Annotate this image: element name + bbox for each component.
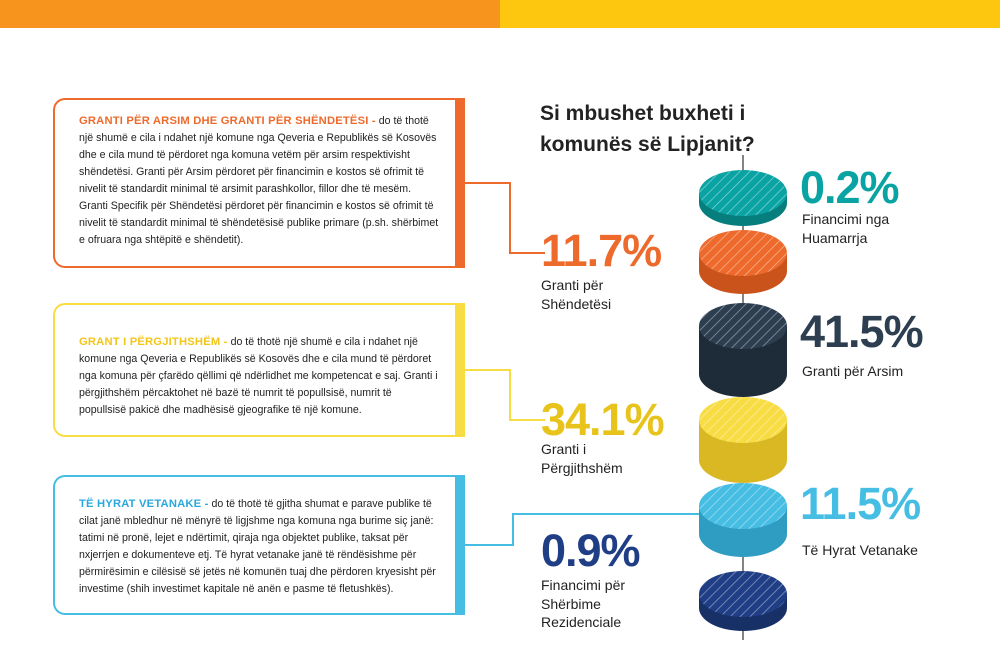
label-general: Granti i Përgjithshëm (541, 441, 623, 476)
disk-health (699, 230, 787, 294)
value-health: 11.7% (541, 225, 662, 276)
value-general: 34.1% (541, 394, 664, 445)
info-box-body: do të thotë të gjitha shumat e parave publike të cilat janë mbledhur në mënyrë të ligjshme nga komuna nga burime siç janë: tatimi në pronë, lejet e ndërtimit, qiraja nga objektet publike, taksat për nxjerrjen e dokumenteve etj. Të hyrat vetanake janë të rëndësishme për përmirësimin e cilësisë së jetës në komunën tuaj dhe përdoren kryesisht për investime (shih investimet kapitale në anën e pasme të fletushkës). (79, 498, 436, 595)
label-health: Granti për Shëndetësi (541, 277, 612, 312)
disk-education (699, 303, 787, 397)
info-box-title: TË HYRAT VETANAKE - (79, 498, 209, 510)
label-borrowing: Financimi nga Huamarrja (802, 211, 890, 246)
disk-general (699, 397, 787, 483)
info-box-body: do të thotë një shumë e cila i ndahet një komune nga Qeveria e Republikës së Kosovës dhe e cila mund të përdoret nga komuna vetëm për arsim respektivisht shëndetësi. Granti për Arsim përdoret për financimin e kostos së ofrimit të nivelit të standardit minimal të arsimit parashkollor, fillor dhe të mesëm. Granti Specifik për Shëndetësi përdoret për financimin e kostos së ofrimit të nivelit të standardit minimal të shëndetësisë publike primare (p.sh. shërbimet e ofruara nga shtëpitë e shëndetit). (79, 115, 439, 246)
disk-own-revenue (699, 483, 787, 557)
connector-health (465, 183, 545, 253)
value-own-revenue: 11.5% (800, 478, 921, 529)
value-residential: 0.9% (541, 525, 640, 576)
info-box-general-grant (53, 303, 465, 437)
label-education: Granti për Arsim (802, 363, 904, 379)
label-residential: Financimi për Shërbime Rezidenciale (541, 577, 626, 630)
value-education: 41.5% (800, 306, 923, 357)
info-box-title: GRANT I PËRGJITHSHËM - (79, 336, 228, 348)
disk-residential (699, 571, 787, 631)
label-own-revenue: Të Hyrat Vetanake (802, 542, 918, 558)
info-box-education-health (53, 98, 465, 268)
connector-general (465, 370, 545, 420)
disk-borrowing (699, 170, 787, 226)
chart-heading: Si mbushet buxheti i komunës së Lipjanit? (540, 102, 755, 156)
info-box-body: do të thotë një shumë e cila i ndahet një komune nga Qeveria e Republikës së Kosovës dhe e cila mund të përdoret nga komuna për çfarëdo qëllimi që ndërlidhet me kompetencat e saj. Granti i përgjithshëm përcaktohet në bazë të numrit të popullsisë, numrit të popullsisë pakicë dhe madhësisë gjeografike të një komune. (79, 336, 438, 416)
value-borrowing: 0.2% (800, 162, 899, 213)
info-box-own-revenue (53, 475, 465, 615)
info-box-title: GRANTI PËR ARSIM DHE GRANTI PËR SHËNDETËSI - (79, 115, 376, 127)
